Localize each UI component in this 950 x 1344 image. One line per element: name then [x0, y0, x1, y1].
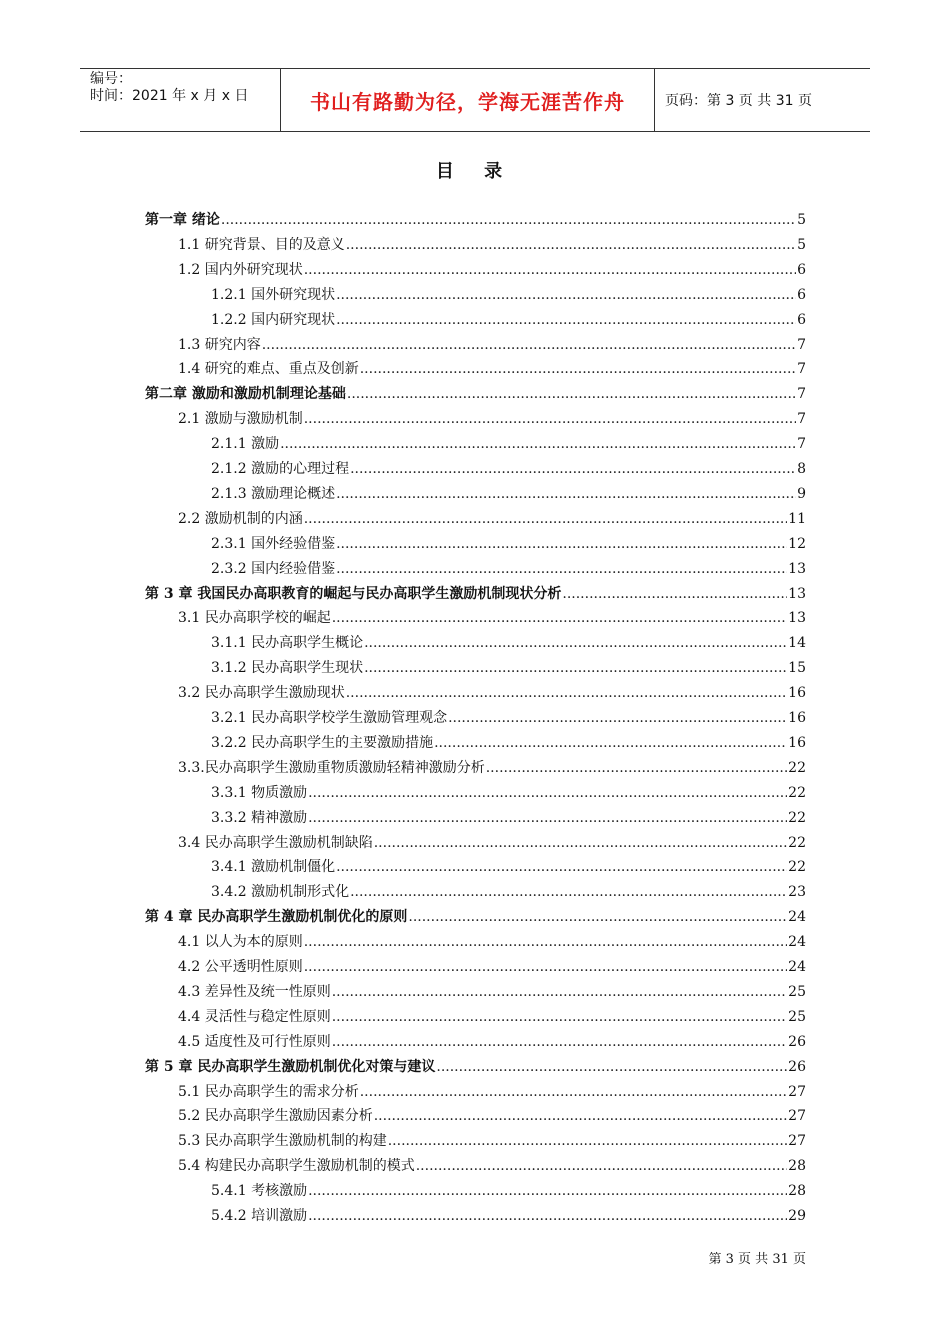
toc-dot-leader: [346, 235, 796, 255]
toc-entry[interactable]: [178, 1151, 806, 1176]
toc-dot-leader: [308, 1206, 787, 1226]
toc-entry-title: 3.1.2 民办高职学生现状: [211, 660, 364, 677]
toc-entry-page: 7: [797, 436, 806, 453]
toc-entry[interactable]: [178, 1101, 806, 1126]
toc-entry-title: 2.1.1 激励: [211, 436, 280, 453]
toc-entry-title: 3.4.1 激励机制僵化: [211, 859, 336, 876]
toc-dot-leader: [304, 260, 796, 280]
toc-entry-title: 1.4 研究的难点、重点及创新: [178, 361, 359, 378]
toc-entry-title: 2.2 激励机制的内涵: [178, 510, 303, 527]
toc-entry-page: 13: [788, 560, 806, 577]
toc-entry-title: 3.3.1 物质激励: [211, 784, 308, 801]
toc-entry[interactable]: [178, 678, 806, 703]
toc-entry[interactable]: [211, 529, 806, 554]
toc-entry-title: 5.4 构建民办高职学生激励机制的模式: [178, 1158, 415, 1175]
toc-entry[interactable]: [178, 927, 806, 952]
toc-dot-leader: [350, 459, 796, 479]
toc-dot-leader: [304, 409, 796, 429]
toc-dot-leader: [332, 1032, 787, 1052]
toc-entry-page: 8: [797, 461, 806, 477]
toc-entry-page: 6: [797, 261, 806, 278]
toc-dot-leader: [262, 335, 796, 355]
toc-entry[interactable]: [211, 1176, 806, 1201]
toc-entry[interactable]: [178, 1027, 806, 1052]
toc-entry[interactable]: [211, 429, 806, 454]
toc-dot-leader: [448, 708, 787, 728]
toc-entry-page: 6: [797, 286, 806, 303]
toc-entry-page: 22: [788, 784, 806, 801]
toc-entry-page: 22: [788, 809, 806, 826]
toc-dot-leader: [336, 285, 796, 305]
toc-entry[interactable]: [145, 1052, 806, 1077]
header-motto: 书山有路勤为径，学海无涯苦作舟: [281, 69, 655, 131]
toc-dot-leader: [360, 359, 796, 379]
toc-entry-title: 3.2.1 民办高职学校学生激励管理观念: [211, 710, 448, 726]
toc-entry-title: 4.3 差异性及统一性原则: [178, 983, 331, 1000]
toc-entry-page: 26: [788, 1033, 806, 1050]
toc-entry-page: 5: [797, 212, 806, 228]
toc-entry-page: 27: [788, 1083, 806, 1100]
toc-entry-title: 2.3.1 国外经验借鉴: [211, 535, 336, 552]
toc-entry-page: 9: [797, 485, 806, 502]
toc-entry[interactable]: [178, 255, 806, 280]
toc-entry-title: 4.1 以人为本的原则: [178, 934, 303, 951]
toc-entry-page: 28: [788, 1183, 806, 1200]
toc-entry-title: 3.3.民办高职学生激励重物质激励轻精神激励分析: [178, 759, 485, 776]
toc-entry-title: 5.4.2 培训激励: [211, 1208, 308, 1224]
toc-dot-leader: [308, 808, 787, 828]
toc-entry[interactable]: [211, 454, 806, 479]
serial-label: 编号：: [90, 71, 132, 87]
toc-entry-title: 第二章 激励和激励机制理论基础: [145, 386, 346, 403]
toc-entry[interactable]: [211, 1201, 806, 1226]
toc-entry[interactable]: [211, 877, 806, 902]
toc-dot-leader: [221, 210, 796, 230]
toc-dot-leader: [336, 534, 787, 554]
toc-entry-page: 5: [797, 236, 806, 253]
toc-entry-title: 3.1.1 民办高职学生概论: [211, 635, 364, 652]
toc-entry[interactable]: [211, 554, 806, 579]
toc-dot-leader: [280, 434, 796, 454]
toc-entry-title: 3.4.2 激励机制形式化: [211, 884, 350, 901]
toc-entry[interactable]: [178, 230, 806, 255]
toc-entry-title: 第 4 章 民办高职学生激励机制优化的原则: [145, 909, 408, 926]
header-meta: [80, 69, 281, 131]
toc-entry-page: 29: [788, 1208, 806, 1224]
toc-entry-title: 3.2.2 民办高职学生的主要激励措施: [211, 734, 434, 751]
toc-dot-leader: [408, 907, 787, 927]
toc-entry-title: 第 5 章 民办高职学生激励机制优化对策与建议: [145, 1058, 436, 1075]
toc-dot-leader: [336, 857, 787, 877]
toc-dot-leader: [332, 982, 787, 1002]
toc-entry[interactable]: [178, 1002, 806, 1027]
page-footer: 第 3 页 共 31 页: [708, 1252, 806, 1267]
toc-dot-leader: [336, 484, 796, 504]
toc-dot-leader: [436, 1057, 787, 1077]
toc-dot-leader: [374, 1106, 787, 1126]
toc-entry-title: 1.3 研究内容: [178, 336, 261, 353]
toc-dot-leader: [336, 559, 787, 579]
toc-dot-leader: [562, 584, 787, 604]
toc-entry-title: 5.1 民办高职学生的需求分析: [178, 1083, 359, 1100]
header-page-info: 页码：第 3 页 共 31 页: [665, 93, 812, 109]
toc-title: 目 录: [435, 161, 515, 182]
toc-entry-page: 7: [797, 411, 806, 428]
toc-entry-page: 22: [788, 834, 806, 851]
toc-entry-page: 7: [797, 386, 806, 403]
toc-entry-title: 3.3.2 精神激励: [211, 809, 308, 826]
toc-entry-page: 25: [788, 1008, 806, 1025]
toc-dot-leader: [304, 932, 787, 952]
toc-entry[interactable]: [178, 977, 806, 1002]
toc-entry[interactable]: [178, 828, 806, 853]
toc-dot-leader: [434, 733, 787, 753]
toc-entry-title: 2.1 激励与激励机制: [178, 411, 303, 428]
toc-entry-page: 13: [788, 585, 806, 602]
toc-entry[interactable]: [178, 1126, 806, 1151]
toc-entry[interactable]: [178, 952, 806, 977]
toc-entry-page: 6: [797, 311, 806, 328]
toc-dot-leader: [350, 882, 787, 902]
toc-dot-leader: [374, 833, 787, 853]
toc-dot-leader: [336, 310, 796, 330]
toc-entry[interactable]: [145, 379, 806, 404]
toc-entry-title: 3.4 民办高职学生激励机制缺陷: [178, 834, 373, 851]
toc-dot-leader: [347, 384, 796, 404]
toc-entry-page: 23: [788, 884, 806, 901]
toc-entry-page: 28: [788, 1158, 806, 1175]
toc-dot-leader: [308, 783, 787, 803]
toc-entry-title: 1.2 国内外研究现状: [178, 261, 303, 278]
toc-entry-page: 25: [788, 983, 806, 1000]
toc-entry-title: 1.1 研究背景、目的及意义: [178, 236, 345, 253]
toc-entry-title: 2.3.2 国内经验借鉴: [211, 560, 336, 577]
page-header: [80, 68, 870, 132]
toc-entry[interactable]: [211, 653, 806, 678]
toc-entry-page: 11: [788, 510, 806, 527]
toc-dot-leader: [364, 658, 787, 678]
toc-entry[interactable]: [178, 354, 806, 379]
toc-entry-page: 27: [788, 1108, 806, 1125]
toc-entry-page: 26: [788, 1058, 806, 1075]
toc-entry-title: 第一章 绪论: [145, 212, 220, 228]
toc-dot-leader: [416, 1156, 787, 1176]
toc-entry-page: 14: [788, 635, 806, 652]
toc-entry-title: 3.1 民办高职学校的崛起: [178, 610, 331, 627]
toc-entry-title: 4.4 灵活性与稳定性原则: [178, 1008, 331, 1025]
toc-entry-page: 16: [788, 685, 806, 702]
toc-dot-leader: [304, 957, 787, 977]
toc-entry-page: 24: [788, 909, 806, 926]
toc-entry[interactable]: [211, 305, 806, 330]
toc-entry[interactable]: [211, 803, 806, 828]
toc-entry-title: 1.2.1 国外研究现状: [211, 286, 336, 303]
toc-dot-leader: [388, 1131, 787, 1151]
toc-entry-title: 2.1.3 激励理论概述: [211, 485, 336, 502]
toc-dot-leader: [304, 509, 787, 529]
toc-entry-title: 2.1.2 激励的心理过程: [211, 461, 350, 477]
toc-dot-leader: [346, 683, 787, 703]
toc-entry[interactable]: [211, 703, 806, 728]
toc-entry[interactable]: [211, 280, 806, 305]
toc-entry[interactable]: [178, 1077, 806, 1102]
toc-entry-page: 7: [797, 336, 806, 353]
toc-entry-page: 27: [788, 1133, 806, 1150]
toc-entry-page: 15: [788, 660, 806, 677]
toc-entry[interactable]: [145, 205, 806, 230]
toc-entry[interactable]: [178, 504, 806, 529]
toc-entry-title: 5.4.1 考核激励: [211, 1183, 308, 1200]
toc-entry-title: 4.5 适度性及可行性原则: [178, 1033, 331, 1050]
toc-dot-leader: [308, 1181, 787, 1201]
toc-entry-title: 5.2 民办高职学生激励因素分析: [178, 1108, 373, 1125]
toc-entry[interactable]: [145, 579, 806, 604]
toc-entry-title: 第 3 章 我国民办高职教育的崛起与民办高职学生激励机制现状分析: [145, 585, 562, 602]
toc-entry[interactable]: [211, 479, 806, 504]
toc-dot-leader: [360, 1082, 787, 1102]
toc-entry-title: 5.3 民办高职学生激励机制的构建: [178, 1133, 387, 1150]
toc-entry[interactable]: [178, 330, 806, 355]
toc-entry[interactable]: [178, 753, 806, 778]
toc-entry[interactable]: [178, 404, 806, 429]
toc-dot-leader: [486, 758, 787, 778]
toc-entry[interactable]: [211, 778, 806, 803]
toc-entry-page: 16: [788, 710, 806, 726]
toc-entry-page: 7: [797, 361, 806, 378]
toc-entry[interactable]: [145, 902, 806, 927]
toc-entry[interactable]: [211, 628, 806, 653]
toc-entry-page: 22: [788, 859, 806, 876]
toc-entry-title: 3.2 民办高职学生激励现状: [178, 685, 345, 702]
toc-entry-page: 12: [788, 535, 806, 552]
toc-entry-page: 16: [788, 734, 806, 751]
toc-entry-page: 24: [788, 934, 806, 951]
toc-entry-title: 1.2.2 国内研究现状: [211, 311, 336, 328]
toc-dot-leader: [332, 608, 787, 628]
toc-entry-title: 4.2 公平透明性原则: [178, 959, 303, 975]
toc-entry-page: 13: [788, 610, 806, 627]
toc-entry[interactable]: [211, 852, 806, 877]
date-label: 时间：2021 年 x 月 x 日: [90, 88, 249, 104]
toc-entry[interactable]: [211, 728, 806, 753]
toc-entry-page: 22: [788, 759, 806, 776]
toc-dot-leader: [332, 1007, 787, 1027]
toc-entry[interactable]: [178, 603, 806, 628]
toc-entry-page: 24: [788, 959, 806, 975]
toc-dot-leader: [364, 633, 787, 653]
